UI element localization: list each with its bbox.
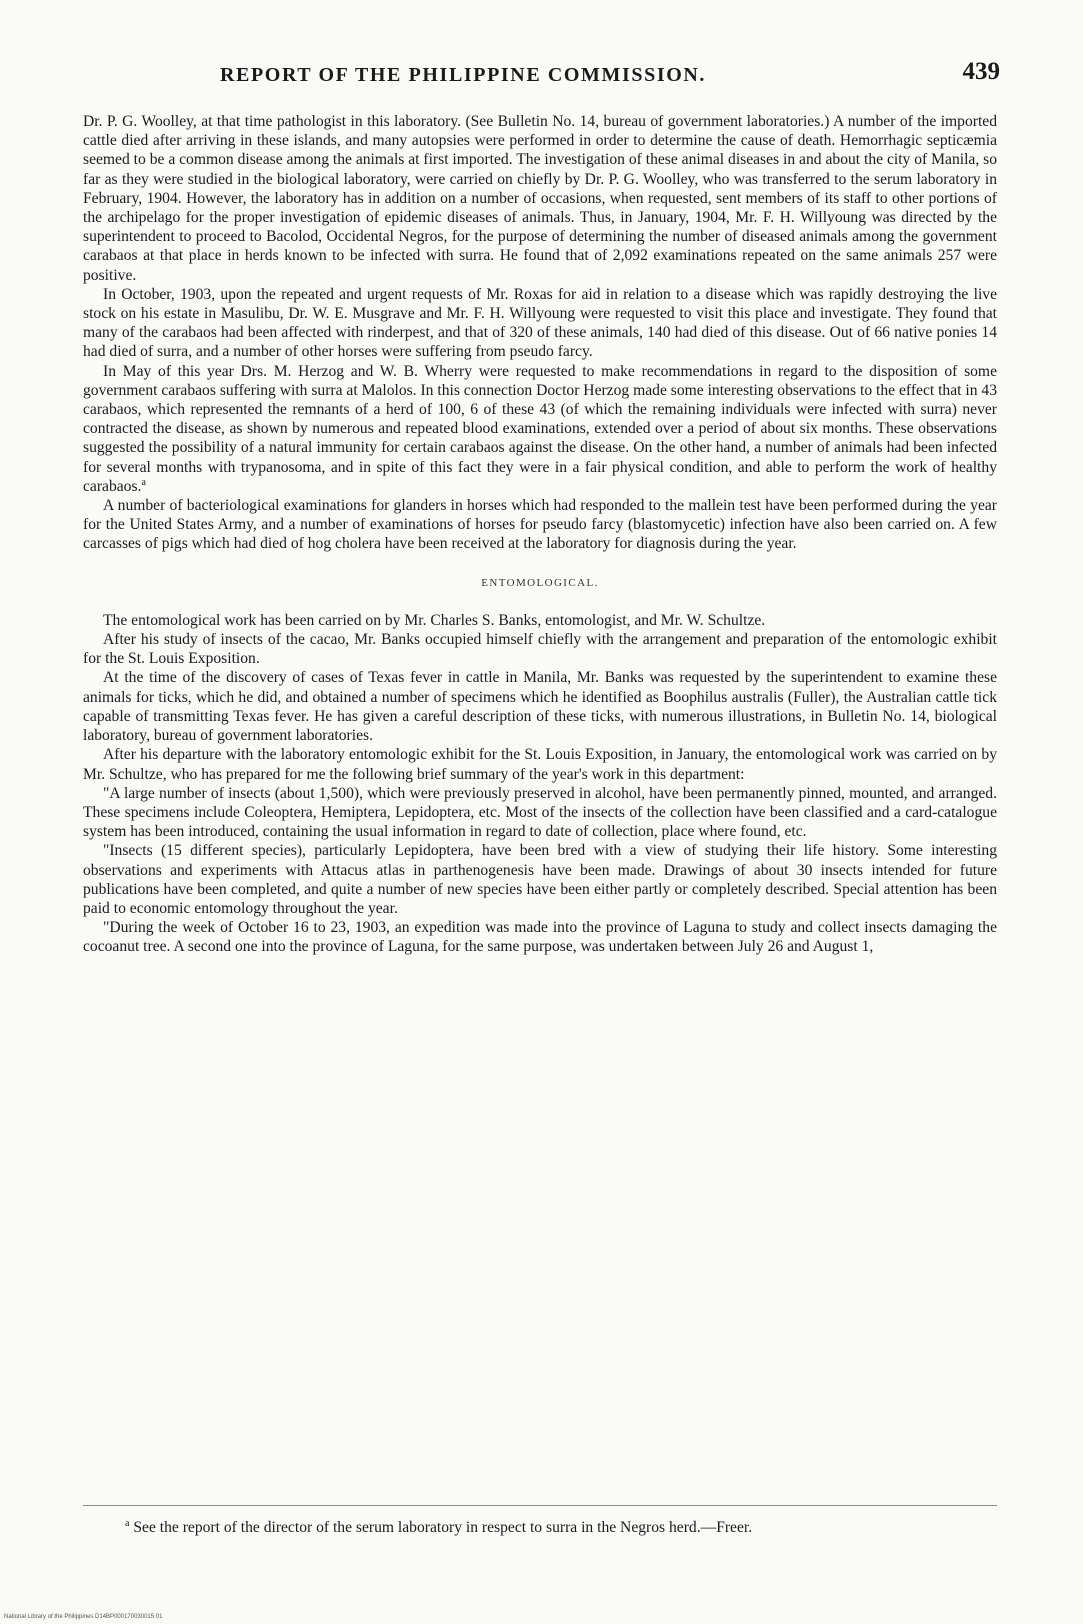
footnote-reference: a (141, 476, 146, 488)
page-number: 439 (962, 58, 1000, 85)
paragraph: "Insects (15 different species), particularly Lepidoptera, have been bred with a view of studying their life history. Some interesting observations and experiments with Attacus atlas in parthenogenesis have been made. Drawings of about 30 insects intended for future publications have been completed, and quite a number of new species have been either partly or completely described. Special attention has been paid to economic entomology throughout the year. (83, 842, 997, 917)
footnote-mark: a (125, 1517, 130, 1529)
paragraph: After his study of insects of the cacao, Mr. Banks occupied himself chiefly with the arrangement and preparation of the entomologic exhibit for the St. Louis Exposition. (83, 631, 997, 668)
paragraph: After his departure with the laboratory entomologic exhibit for the St. Louis Exposition, in January, the entomological work was carried on by Mr. Schultze, who has prepared for me the following brief summary of the year's work in this department: (83, 746, 997, 783)
footnote (83, 1518, 997, 1537)
body-text (83, 112, 997, 957)
paragraph: At the time of the discovery of cases of Texas fever in cattle in Manila, Mr. Banks was requested by the superintendent to examine these animals for ticks, which he did, and obtained a number of specimens which he identified as Boophilus australis (Fuller), the Australian cattle tick capable of transmitting Texas fever. He has given a careful description of these ticks, with numerous illustrations, in Bulletin No. 14, biological laboratory, bureau of government laboratories. (83, 669, 997, 745)
paragraph (83, 362, 997, 496)
paragraph: Dr. P. G. Woolley, at that time pathologist in this laboratory. (See Bulletin No. 14, bureau of government laboratories.) A number of the imported cattle died after arriving in these islands, and many autopsies were performed in order to determine the cause of death. Hemorrhagic septicæmia seemed to be a common disease among the animals at first imported. The investigation of these animal diseases in and about the city of Manila, so far as they were studied in the biological laboratory, were carried on chiefly by Dr. P. G. Woolley, who was transferred to the serum laboratory in February, 1904. However, the laboratory has in addition on a number of occasions, when requested, sent members of its staff to other portions of the archipelago for the proper investigation of epidemic diseases of animals. Thus, in January, 1904, Mr. F. H. Willyoung was directed by the superintendent to proceed to Bacolod, Occidental Negros, for the purpose of determining the number of diseased animals among the government carabaos at that place in herds known to be infected with surra. He found that of 2,092 examinations repeated on the same animals 257 were positive. (83, 113, 997, 284)
paragraph: The entomological work has been carried on by Mr. Charles S. Banks, entomologist, and Mr. W. Schultze. (103, 611, 766, 629)
paragraph-text: In May of this year Drs. M. Herzog and W. B. Wherry were requested to make recommendations in regard to the disposition of some government carabaos suffering with surra at Malolos. In this connection Doctor Herzog made some interesting observations to the effect that in 43 carabaos, which represented the remnants of a herd of 100, 6 of these 43 (of which the remaining individuals were infected with surra) never contracted the disease, as shown by numerous and repeated blood examinations, extended over a period of about six months. These observations suggested the possibility of a natural immunity for certain carabaos against the disease. On the other hand, a number of animals had been infected for several months with trypanosoma, and in spite of this fact they were in a fair physical condition, and able to perform the work of healthy carabaos. (83, 362, 998, 495)
scan-source-label: National Library of the Philippines D14BP000170030015 01 (4, 1614, 163, 1620)
paragraph: In October, 1903, upon the repeated and urgent requests of Mr. Roxas for aid in relation to a disease which was rapidly destroying the live stock on his estate in Masulibu, Dr. W. E. Musgrave and Mr. F. H. Willyoung were requested to visit this place and investigate. They found that many of the carabaos had been affected with rinderpest, and that of 320 of these animals, 140 had died of this disease. Out of 66 native ponies 14 had died of surra, and a number of other horses were suffering from pseudo farcy. (83, 285, 997, 361)
paragraph: A number of bacteriological examinations for glanders in horses which had responded to the mallein test have been performed during the year for the United States Army, and a number of examinations of horses for pseudo farcy (blastomycetic) infection have also been carried on. A few carcasses of pigs which had died of hog cholera have been received at the laboratory for diagnosis during the year. (83, 497, 997, 553)
footnote-text: See the report of the director of the serum laboratory in respect to surra in the Negros herd.—Freer. (133, 1519, 753, 1536)
section-heading: ENTOMOLOGICAL. (481, 576, 599, 589)
paragraph: "During the week of October 16 to 23, 1903, an expedition was made into the province of Laguna to study and collect insects damaging the cocoanut tree. A second one into the province of Laguna, for the same purpose, was undertaken between July 26 and August 1, (83, 919, 997, 956)
footnote-divider (83, 1505, 997, 1506)
paragraph: "A large number of insects (about 1,500), which were previously preserved in alcohol, have been permanently pinned, mounted, and arranged. These specimens include Coleoptera, Hemiptera, Lepidoptera, etc. Most of the insects of the collection have been classified and a card-catalogue system has been introduced, containing the usual information in regard to date of collection, place where found, etc. (83, 784, 997, 841)
page-header (80, 58, 1000, 92)
running-title: REPORT OF THE PHILIPPINE COMMISSION. (220, 64, 707, 86)
